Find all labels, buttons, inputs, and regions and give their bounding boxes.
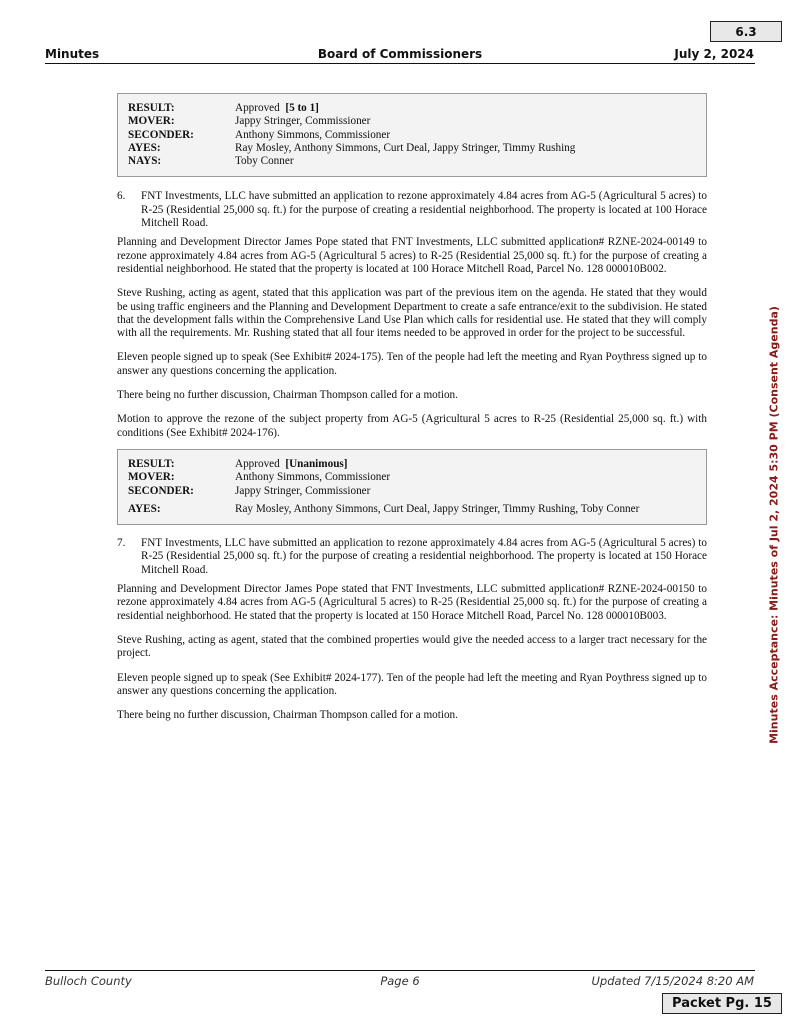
footer-page-number: Page 6 [380, 974, 420, 988]
vote-result-row [128, 102, 696, 115]
header-date: July 2, 2024 [674, 47, 754, 61]
side-note: Minutes Acceptance: Minutes of Jul 2, 2024 5:30 PM (Consent Agenda) [767, 306, 781, 744]
result-tally: [Unanimous] [285, 457, 348, 470]
seconder-value: Anthony Simmons, Commissioner [235, 128, 391, 141]
vote-ayes-row [128, 503, 696, 516]
result-value: Approved [235, 102, 280, 114]
ayes-label: AYES: [128, 502, 161, 515]
footer-county: Bulloch County [45, 974, 132, 988]
motion-paragraph: Motion to approve the rezone of the subject property from AG-5 (Agricultural 5 acres to R-25 (Residential 25,000 sq. ft.) with conditions (See Exhibit# 2024-176). [117, 413, 707, 439]
mover-value: Jappy Stringer, Commissioner [235, 115, 371, 128]
item-description: FNT Investments, LLC have submitted an application to rezone approximately 4.84 acres from AG-5 (Agricultural 5 acres) to R-25 (Residential 25,000 sq. ft.) for the purpose of creating a residential neighborhood. The property is located at 150 Horace Mitchell Road. [141, 537, 707, 576]
paragraph: There being no further discussion, Chairman Thompson called for a motion. [117, 389, 458, 402]
seconder-label: SECONDER: [128, 128, 194, 141]
footer-updated: Updated 7/15/2024 8:20 AM [591, 974, 754, 988]
result-label: RESULT: [128, 457, 175, 470]
paragraph: Steve Rushing, acting as agent, stated that this application was part of the previous item on the agenda. He stated that they would be using traffic engineers and the Planning and Development Department to create a safe entrance/exit to the subdivision. He stated that the development falls within the Comprehensive Land Use Plan which calls for residential use. He stated that they will comply with all the requirements. Mr. Rushing stated that all four items needed to be approved in order for the project to be successful. [117, 287, 707, 340]
item-number: 7. [117, 537, 126, 550]
vote-mover-row [128, 471, 696, 484]
result-value: Approved [235, 457, 280, 470]
seconder-value: Jappy Stringer, Commissioner [235, 484, 371, 497]
vote-seconder-row [128, 485, 696, 498]
page-content [117, 93, 707, 733]
agenda-item-6 [117, 190, 707, 230]
header-board-name: Board of Commissioners [317, 47, 483, 61]
paragraph: Eleven people signed up to speak (See Exhibit# 2024-175). Ten of the people had left the meeting and Ryan Poythress signed up to answer any questions concerning the application. [117, 351, 707, 377]
ayes-value: Ray Mosley, Anthony Simmons, Curt Deal, Jappy Stringer, Timmy Rushing [235, 141, 576, 154]
result-label: RESULT: [128, 102, 175, 114]
nays-value: Toby Conner [235, 155, 294, 168]
footer-rule [45, 970, 755, 971]
header-rule [45, 63, 755, 64]
mover-label: MOVER: [128, 471, 175, 484]
vote-result-box [117, 449, 707, 525]
vote-nays-row [128, 155, 696, 168]
ayes-value: Ray Mosley, Anthony Simmons, Curt Deal, Jappy Stringer, Timmy Rushing, Toby Conner [235, 502, 640, 515]
paragraph: Eleven people signed up to speak (See Exhibit# 2024-177). Ten of the people had left the meeting and Ryan Poythress signed up to answer any questions concerning the application. [117, 671, 707, 697]
paragraph: Planning and Development Director James Pope stated that FNT Investments, LLC submitted application# RZNE-2024-00149 to rezone approximately 4.84 acres from AG-5 (Agricultural 5 acres) to R-25 (Residential 25,000 sq. ft.) for the purpose of creating a residential neighborhood. He stated that the property is located at 100 Horace Mitchell Road, Parcel No. 128 000010B002. [117, 236, 707, 275]
agenda-item-tag: 6.3 [710, 21, 782, 42]
header-doc-type: Minutes [45, 47, 100, 61]
vote-seconder-row [128, 129, 696, 142]
vote-result-box [117, 93, 707, 177]
paragraph: Planning and Development Director James Pope stated that FNT Investments, LLC submitted application# RZNE-2024-00150 to rezone approximately 4.84 acres from AG-5 (Agricultural 5 acres) to R-25 (Residential 25,000 sq. ft.) for the purpose of creating a residential neighborhood. He stated that the property is located at 150 Horace Mitchell Road, Parcel No. 128 000010B003. [117, 583, 707, 622]
result-tally: [5 to 1] [285, 102, 319, 114]
paragraph: Steve Rushing, acting as agent, stated that the combined properties would give the needed access to a larger tract necessary for the project. [117, 633, 707, 660]
seconder-label: SECONDER: [128, 484, 194, 497]
packet-page-tag: Packet Pg. 15 [662, 993, 782, 1014]
ayes-label: AYES: [128, 141, 161, 154]
item-number: 6. [117, 190, 126, 203]
agenda-item-7 [117, 537, 707, 577]
vote-mover-row [128, 115, 696, 128]
vote-ayes-row [128, 142, 696, 155]
mover-label: MOVER: [128, 115, 175, 128]
mover-value: Anthony Simmons, Commissioner [235, 471, 391, 484]
nays-label: NAYS: [128, 155, 162, 168]
vote-result-row [128, 458, 696, 471]
item-description: FNT Investments, LLC have submitted an application to rezone approximately 4.84 acres from AG-5 (Agricultural 5 acres) to R-25 (Residential 25,000 sq. ft.) for the purpose of creating a residential neighborhood. The property is located at 100 Horace Mitchell Road. [141, 190, 707, 230]
paragraph: There being no further discussion, Chairman Thompson called for a motion. [117, 709, 458, 722]
